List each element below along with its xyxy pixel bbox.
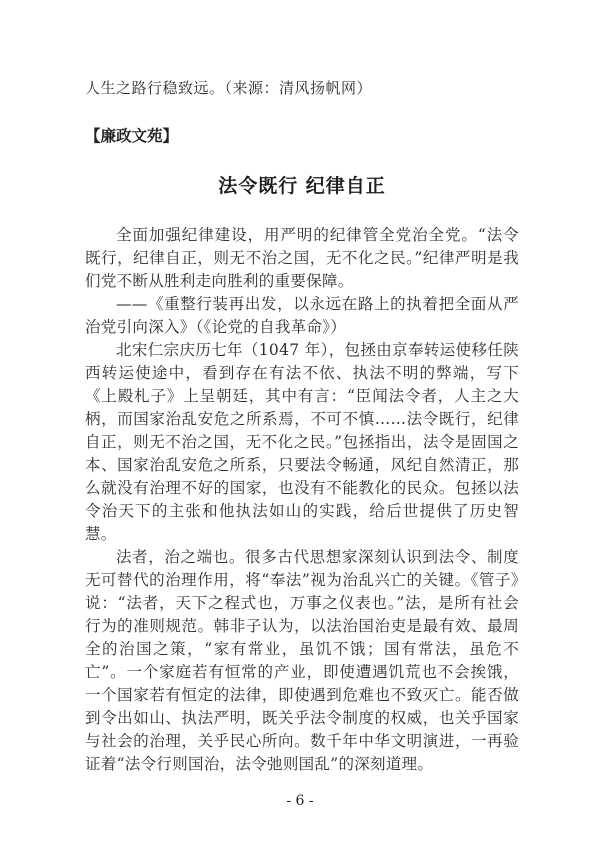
article-paragraph: 全面加强纪律建设，用严明的纪律管全党治全党。“法令既行，纪律自正，则无不治之国，无不化之民。”纪律严明是我们党不断从胜利走向胜利的重要保障。	[85, 226, 519, 290]
intro-line: 人生之路行稳致远。（来源：清风扬帆网）	[85, 79, 373, 97]
article-paragraph: ——《重整行装再出发，以永远在路上的执着把全面从严治党引向深入》（《论党的自我革命》）	[85, 295, 519, 336]
document-content	[85, 78, 519, 776]
article-paragraph: 北宋仁宗庆历七年（1047 年），包拯由京奉转运使移任陕西转运使途中，看到存在有法不依、执法不明的弊端，写下《上殿札子》上呈朝廷，其中有言：“臣闻法令者，人主之大柄，而国家治乱安危之所系焉，不可不慎……法令既行，纪律自正，则无不治之国，无不化之民。”包拯指出，法令是固国之本、国家治乱安危之所系，只要法令畅通，风纪自然清正，那么就没有治理不好的国家，也没有不能教化的民众。包拯以法令治天下的主张和他执法如山的实践，给后世提供了历史智慧。	[85, 341, 519, 543]
article-paragraph: 法者，治之端也。很多古代思想家深刻认识到法令、制度无可替代的治理作用，将“奉法”视为治乱兴亡的关键。《管子》说：“法者，天下之程式也，万事之仪表也。”法，是所有社会行为的准则规范。韩非子认为，以法治国治吏是最有效、最周全的治国之策，“家有常业，虽饥不饿；国有常法，虽危不亡”。一个家庭若有恒常的产业，即使遭遇饥荒也不会挨饿，一个国家若有恒定的法律，即使遇到危难也不致灭亡。能否做到令出如山、执法严明，既关乎法令制度的权威，也关乎国家与社会的治理，关乎民心所向。数千年中华文明演进，一再验证着“法令行则国治，法令弛则国乱”的深刻道理。	[85, 548, 519, 773]
article-title: 法令既行 纪律自正	[218, 175, 386, 197]
article-body	[85, 224, 519, 776]
section-label: 【廉政文苑】	[85, 126, 179, 145]
page-number: - 6 -	[286, 793, 314, 809]
